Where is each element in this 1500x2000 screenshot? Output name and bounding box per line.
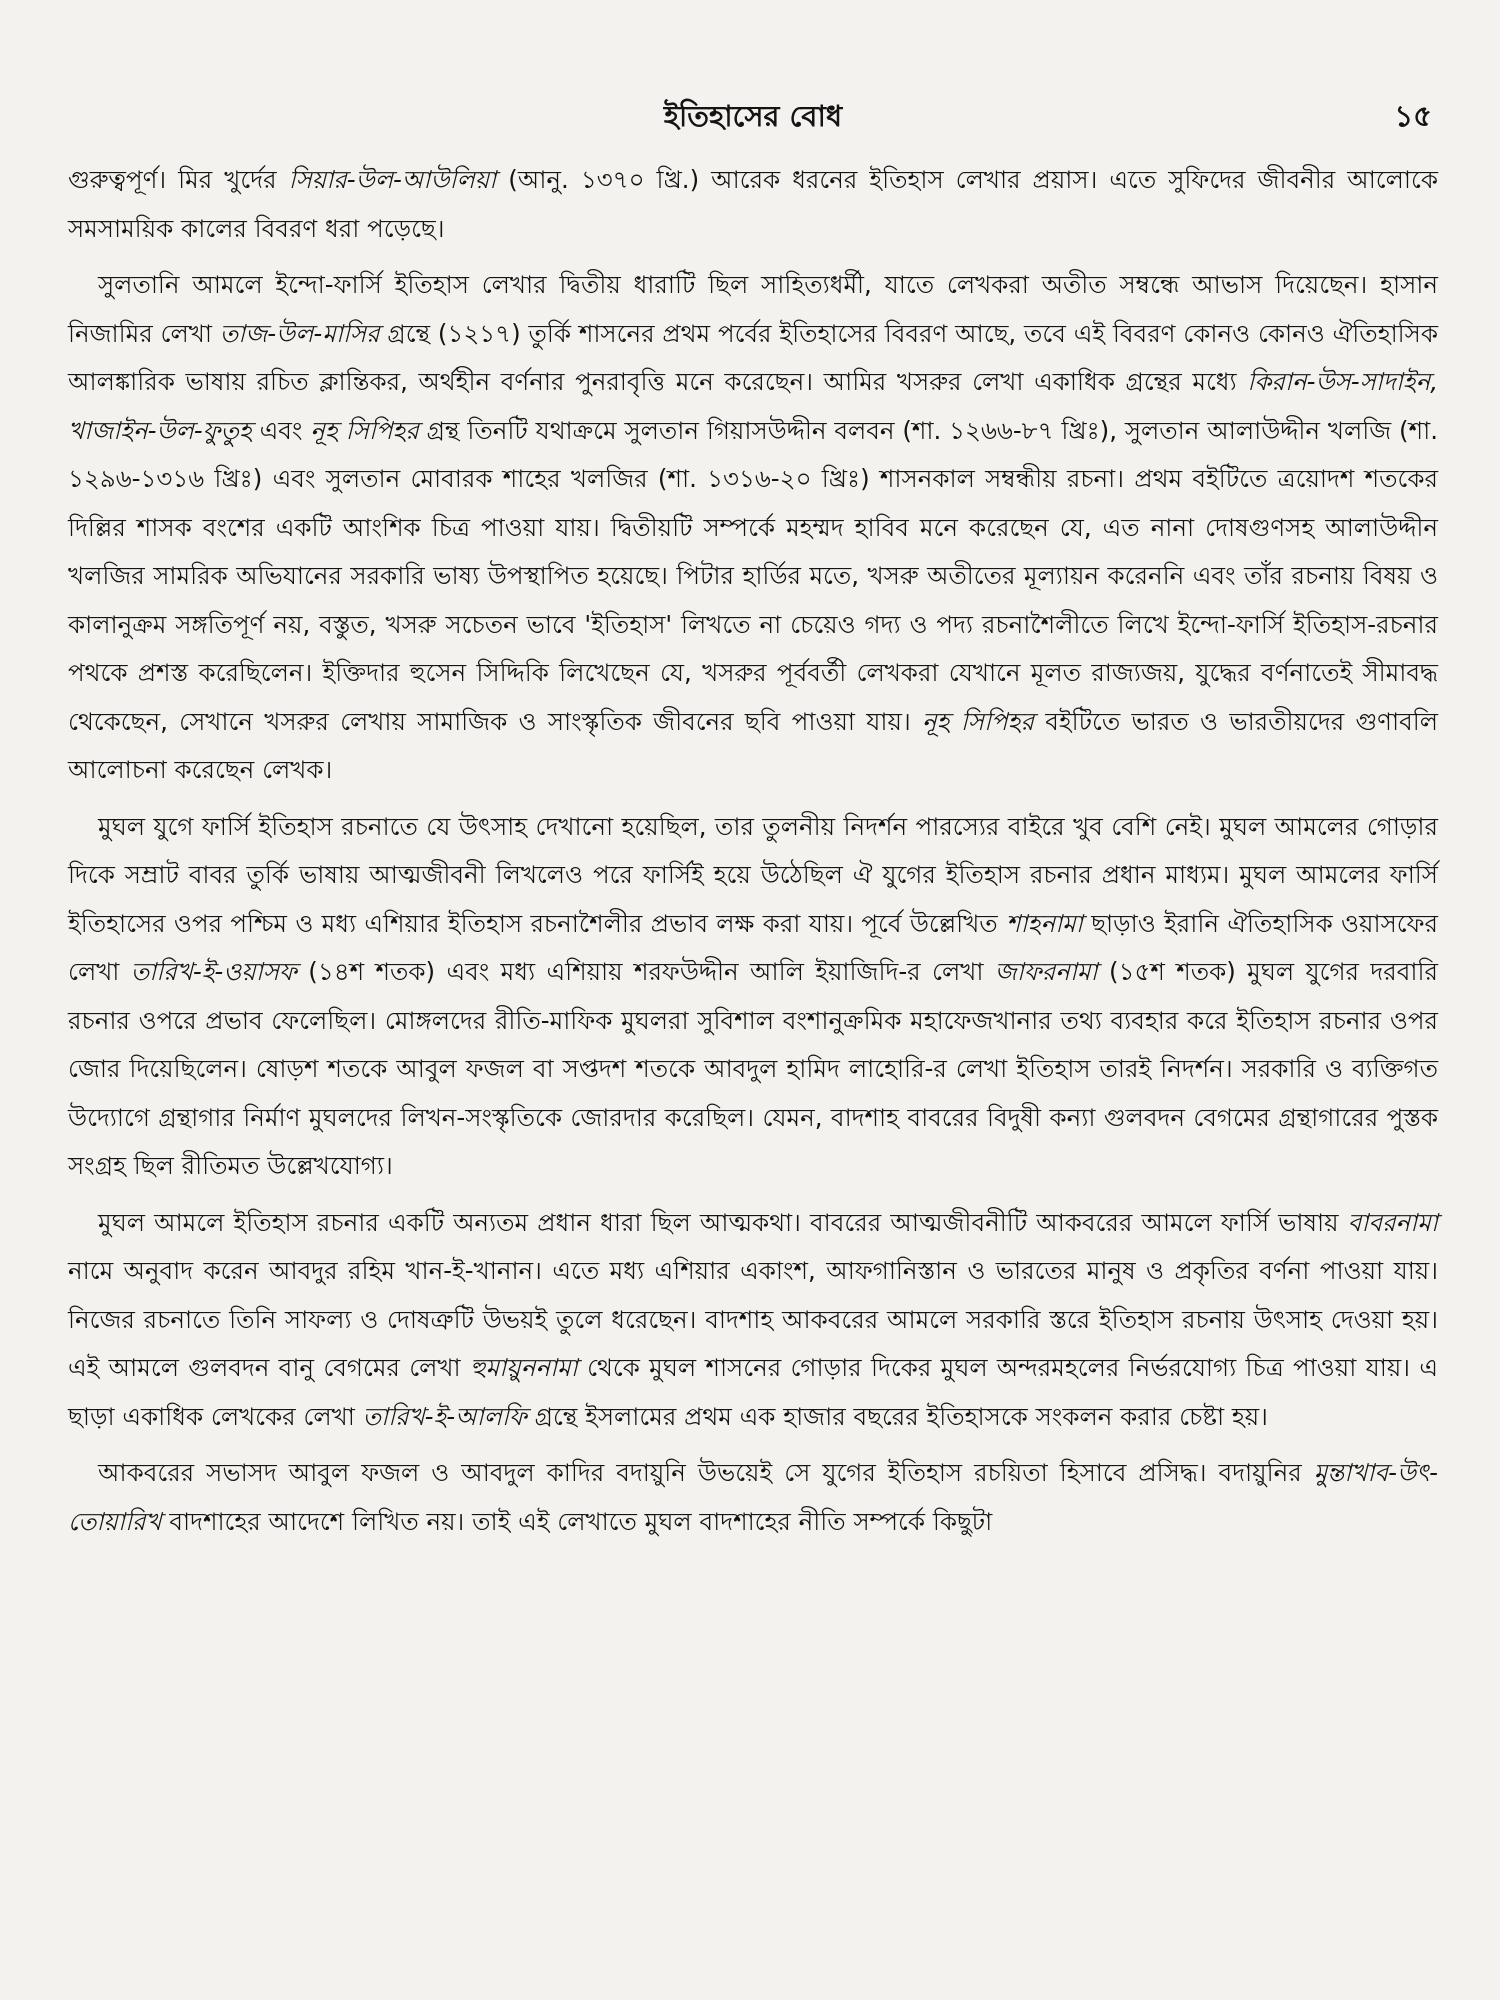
paragraph-4 bbox=[68, 1199, 1438, 1442]
text-run: (১৪শ শতক) এবং মধ্য এশিয়ায় শরফউদ্দীন আলি ইয়াজিদি-র লেখা bbox=[296, 957, 995, 986]
book-title: হুমায়ুননামা bbox=[469, 1353, 578, 1382]
paragraph-2 bbox=[68, 261, 1438, 795]
book-title: নূহ সিপিহর bbox=[310, 415, 419, 445]
book-title: তারিখ-ই-আলফি bbox=[362, 1401, 527, 1431]
text-run: সুলতানি আমলে ইন্দো-ফার্সি ইতিহাস লেখার দ্বিতীয় ধারাটি ছিল সাহিত্যধর্মী, যাতে লেখকরা অতীত সম্বন্ধে আভাস দিয়েছেন। হাসান নিজামির লেখা bbox=[68, 270, 1438, 348]
text-run: (আনু. ১৩৭০ খ্রি.) আরেক ধরনের ইতিহাস লেখার প্রয়াস। এতে সুফিদের জীবনীর আলোকে সমসাময়িক কালের বিবরণ ধরা পড়েছে। bbox=[68, 165, 1438, 243]
text-run: মুঘল আমলে ইতিহাস রচনার একটি অন্যতম প্রধান ধারা ছিল আত্মকথা। বাবরের আত্মজীবনীটি আকবরের আমলে ফার্সি ভাষায় bbox=[98, 1207, 1348, 1237]
paragraph-3 bbox=[68, 803, 1438, 1191]
running-title: ইতিহাসের বোধ bbox=[663, 99, 843, 133]
book-title: সিয়ার-উল-আউলিয়া bbox=[288, 165, 497, 194]
paragraph-1 bbox=[68, 156, 1438, 253]
text-run: গ্রন্থে (১২১৭) তুর্কি শাসনের প্রথম পর্বের ইতিহাসের বিবরণ আছে, তবে এই বিবরণ কোনও কোনও ঐতিহাসিক আলঙ্কারিক ভাষায় রচিত ক্লান্তিকর, অর্থহীন বর্ণনার পুনরাবৃত্তি মনে করেছেন। আমির খসরুর লেখা একাধিক গ্রন্থের মধ্যে bbox=[68, 318, 1439, 396]
text-run: গুরুত্বপূর্ণ। মির খুর্দের bbox=[68, 165, 289, 194]
text-run: (১৫শ শতক) মুঘল যুগের দরবারি রচনার ওপরে প্রভাব ফেলেছিল। মোঙ্গলদের রীতি-মাফিক মুঘলরা সুবিশাল বংশানুক্রমিক মহাফেজখানার তথ্য ব্যবহার করে ইতিহাস রচনার ওপর জোর দিয়েছিলেন। ষোড়শ শতকে আবুল ফজল বা সপ্তদশ শতকে আবদুল হামিদ লাহোরি-র লেখা ইতিহাস তারই নিদর্শন। সরকারি ও ব্যক্তিগত উদ্যোগে গ্রন্থাগার নির্মাণ মুঘলদের লিখন-সংস্কৃতিকে জোরদার করেছিল। যেমন, বাদশাহ বাবরের বিদুষী কন্যা গুলবদন বেগমের গ্রন্থাগারের পুস্তক সংগ্রহ ছিল রীতিমত উল্লেখযোগ্য। bbox=[68, 957, 1438, 1180]
text-run: আকবরের সভাসদ আবুল ফজল ও আবদুল কাদির বদায়ুনি উভয়েই সে যুগের ইতিহাস রচয়িতা হিসাবে প্রসিদ্ধ। বদায়ুনির bbox=[98, 1458, 1314, 1487]
text-run: বাদশাহের আদেশে লিখিত নয়। তাই এই লেখাতে মুঘল বাদশাহের নীতি সম্পর্কে কিছুটা bbox=[161, 1506, 993, 1536]
paragraph-5 bbox=[68, 1449, 1438, 1546]
page-number: ১৫ bbox=[1394, 99, 1432, 133]
book-title: নূহ সিপিহর bbox=[922, 706, 1034, 736]
text-run: গ্রন্থে ইসলামের প্রথম এক হাজার বছরের ইতিহাসকে সংকলন করার চেষ্টা হয়। bbox=[526, 1401, 1268, 1431]
text-run: এবং bbox=[251, 415, 311, 445]
text-run: ছাড়াও ইরানি ঐতিহাসিক ওয়াসফের লেখা bbox=[68, 908, 1438, 986]
book-title: কিরান-উস-সাদাইন, খাজাইন-উল-ফুতুহ bbox=[68, 367, 1438, 445]
text-run: থেকে মুঘল শাসনের গোড়ার দিকের মুঘল অন্দরমহলের নির্ভরযোগ্য চিত্র পাওয়া যায়। এ ছাড়া একাধিক লেখকের লেখা bbox=[68, 1353, 1438, 1431]
text-run: বইটিতে ভারত ও ভারতীয়দের গুণাবলি আলোচনা করেছেন লেখক। bbox=[68, 706, 1439, 784]
text-run: নামে অনুবাদ করেন আবদুর রহিম খান-ই-খানান। এতে মধ্য এশিয়ার একাংশ, আফগানিস্তান ও ভারতের মানুষ ও প্রকৃতির বর্ণনা পাওয়া যায়। নিজের রচনাতে তিনি সাফল্য ও দোষত্রুটি উভয়ই তুলে ধরেছেন। বাদশাহ আকবরের আমলে সরকারি স্তরে ইতিহাস রচনায় উৎসাহ দেওয়া হয়। এই আমলে গুলবদন বানু বেগমের লেখা bbox=[68, 1256, 1438, 1382]
book-title: তারিখ-ই-ওয়াসফ bbox=[130, 957, 297, 986]
book-title: মুন্তাখাব-উৎ-তোয়ারিখ bbox=[68, 1458, 1438, 1536]
book-title: জাফরনামা bbox=[994, 957, 1098, 986]
body-text bbox=[68, 156, 1438, 1546]
book-title: শাহনামা bbox=[1005, 908, 1083, 938]
book-title: বাবরনামা bbox=[1347, 1207, 1438, 1237]
text-run: মুঘল যুগে ফার্সি ইতিহাস রচনাতে যে উৎসাহ দেখানো হয়েছিল, তার তুলনীয় নিদর্শন পারস্যের বাইরে খুব বেশি নেই। মুঘল আমলের গোড়ার দিকে সম্রাট বাবর তুর্কি ভাষায় আত্মজীবনী লিখলেও পরে ফার্সিই হয়ে উঠেছিল ঐ যুগের ইতিহাস রচনার প্রধান মাধ্যম। মুঘল আমলের ফার্সি ইতিহাসের ওপর পশ্চিম ও মধ্য এশিয়ার ইতিহাস রচনাশৈলীর প্রভাব লক্ষ করা যায়। পূর্বে উল্লেখিত bbox=[68, 811, 1438, 938]
book-title: তাজ-উল-মাসির bbox=[219, 318, 380, 348]
page-header bbox=[68, 96, 1438, 146]
text-run: গ্রন্থ তিনটি যথাক্রমে সুলতান গিয়াসউদ্দীন বলবন (শা. ১২৬৬-৮৭ খ্রিঃ), সুলতান আলাউদ্দীন খলজি (শা. ১২৯৬-১৩১৬ খ্রিঃ) এবং সুলতান মোবারক শাহের খলজির (শা. ১৩১৬-২০ খ্রিঃ) শাসনকাল সম্বন্ধীয় রচনা। প্রথম বইটিতে ত্রয়োদশ শতকের দিল্লির শাসক বংশের একটি আংশিক চিত্র পাওয়া যায়। দ্বিতীয়টি সম্পর্কে মহম্মদ হাবিব মনে করেছেন যে, এত নানা দোষগুণসহ আলাউদ্দীন খলজির সামরিক অভিযানের সরকারি ভাষ্য উপস্থাপিত হয়েছে। পিটার হার্ডির মতে, খসরু অতীতের মূল্যায়ন করেননি এবং তাঁর রচনায় বিষয় ও কালানুক্রম সঙ্গতিপূর্ণ নয়, বস্তুত, খসরু সচেতন ভাবে 'ইতিহাস' লিখতে না চেয়েও গদ্য ও পদ্য রচনাশৈলীতে লিখে ইন্দো-ফার্সি ইতিহাস-রচনার পথকে প্রশস্ত করেছিলেন। ইক্তিদার হুসেন সিদ্দিকি লিখেছেন যে, খসরুর পূর্ববর্তী লেখকরা যেখানে মূলত রাজ্যজয়, যুদ্ধের বর্ণনাতেই সীমাবদ্ধ থেকেছেন, সেখানে খসরুর লেখায় সামাজিক ও সাংস্কৃতিক জীবনের ছবি পাওয়া যায়। bbox=[68, 415, 1438, 736]
